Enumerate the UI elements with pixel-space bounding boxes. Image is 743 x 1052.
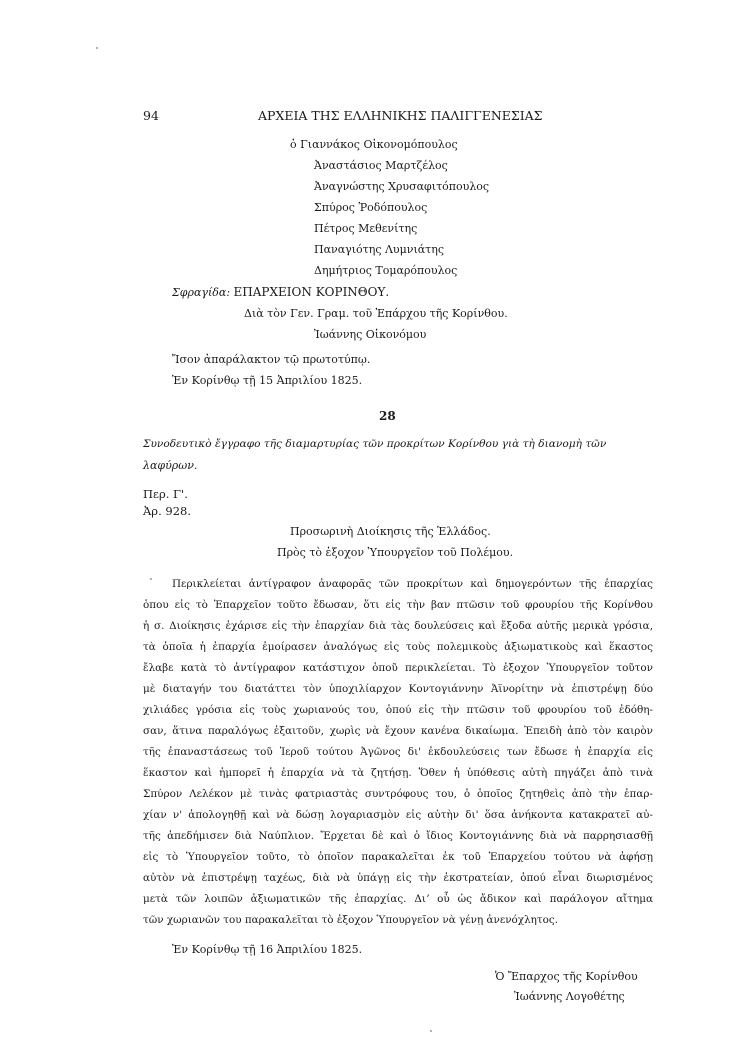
document-title-line1: Συνοδευτικὸ ἔγγραφο τῆς διαμαρτυρίας τῶν προκρίτων Κορίνθου γιὰ τὴ διανομὴ τῶν bbox=[143, 438, 607, 450]
scan-speck bbox=[430, 1030, 432, 1032]
closing-signature-title: Ὁ Ἔπαρχος τῆς Κορίνθου bbox=[495, 970, 638, 983]
body-line-5: μὲ διαταγήν του διατάττει τὸν ὑποχιλίαρχον Κοντογιάννην Ἀϊνορίτην νὰ ἐπιστρέψῃ δύο bbox=[143, 683, 653, 695]
addressee-line1: Προσωρινὴ Διοίκησις τῆς Ἑλλάδος. bbox=[290, 525, 491, 538]
signatory-1: Ἀναστάσιος Μαρτζέλος bbox=[314, 159, 448, 172]
body-line-6: χιλιάδες γρόσια εἰς τοὺς χωριανούς του, ὁπού εἰς τὴν πτῶσιν τοῦ φρουρίου τοῦ ἐδόθη- bbox=[143, 704, 653, 716]
certification-line2: Ἐν Κορίνθῳ τῇ 15 Ἀπριλίου 1825. bbox=[172, 374, 363, 387]
certification-line1: Ἴσον ἀπαράλακτον τῷ πρωτοτύπῳ. bbox=[172, 353, 371, 366]
body-line-4: ἔλαβε κατὰ τὸ ἀντίγραφον κατάστιχον ὁποῦ περικλείεται. Τὸ ἐξοχον Ὑπουργεῖον τοῦτον bbox=[143, 662, 653, 674]
body-line-8: τῆς ἐπαναστάσεως τοῦ Ἱεροῦ τούτου Ἀγῶνος δι' ἐκδουλεύσεις των ἔδωσε ἡ ἐπαρχία εἰς bbox=[143, 746, 653, 758]
scan-speck bbox=[150, 578, 152, 580]
addressee-line2: Πρὸς τὸ ἐξοχον Ὑπουργεῖον τοῦ Πολέμου. bbox=[277, 546, 514, 559]
body-line-3: τὰ ὁποῖα ἡ ἐπαρχία ἐμοίρασεν ἀναλόγως εἰς τοὺς πολεμικοὺς ἀξιωματικοὺς καὶ ἕκαστος bbox=[143, 641, 653, 653]
body-line-9: ἕκαστον καὶ ἠμπορεῖ ἡ ἐπαρχία νὰ τὰ ζητήσῃ. Ὅθεν ἡ ὑπόθεσις αὐτὴ πηγάζει ἀπὸ τινὰ bbox=[143, 767, 653, 779]
closing-signature-name: Ἰωάννης Λογοθέτης bbox=[514, 990, 625, 1003]
countersign-line1: Διὰ τὸν Γεν. Γραμ. τοῦ Ἐπάρχου τῆς Κορίνθου. bbox=[244, 307, 508, 320]
body-line-11: χίαν ν' ἀπολογηθῇ καὶ νὰ δώσῃ λογαριασμὸν εἰς αὐτὴν δι' ὅσα ἀνήκοντα κατακρατεῖ αὐ- bbox=[143, 809, 653, 821]
body-line-14: αὐτὸν νὰ ἐπιστρέψῃ ταχέως, διὰ νὰ ὑπάγῃ εἰς τὴν ἐκστρατείαν, ὁπού εἶναι διωρισμένος bbox=[143, 872, 653, 884]
seal-line bbox=[172, 285, 389, 299]
document-number: 28 bbox=[379, 409, 396, 423]
body-line-12: τῆς ἀπεδήμισεν διὰ Ναύπλιον. Ἔρχεται δὲ καὶ ὁ ἴδιος Κοντογιάννης διὰ νὰ παρρησιασθῇ bbox=[143, 830, 653, 842]
body-line-0: Περικλείεται ἀντίγραφον ἀναφορᾶς τῶν προκρίτων καὶ δημογερόντων τῆς ἐπαρχίας bbox=[172, 578, 653, 590]
reference-per: Περ. Γ'. bbox=[143, 487, 188, 501]
countersign-line2: Ἰωάννης Οἰκονόμου bbox=[314, 328, 427, 341]
reference-ar: Ἀρ. 928. bbox=[143, 504, 191, 518]
body-line-2: ἡ σ. Διοίκησις ἐχάρισε εἰς τὴν ἐπαρχίαν διὰ τὰς δουλεύσεις καὶ ἔξοδα αὐτῆς μερικὰ γρόσια, bbox=[143, 620, 653, 632]
body-line-16: τῶν χωριανῶν του παρακαλεῖται τὸ ἐξοχον Ὑπουργεῖον νὰ γένῃ ἀνενόχλητος. bbox=[143, 914, 559, 926]
running-title: ΑΡΧΕΙΑ ΤΗΣ ΕΛΛΗΝΙΚΗΣ ΠΑΛΙΓΓΕΝΕΣΙΑΣ bbox=[258, 108, 543, 123]
signatory-4: Πέτρος Μεθενίτης bbox=[314, 222, 418, 235]
signatory-2: Ἀναγνώστης Χρυσαφιτόπουλος bbox=[314, 180, 490, 193]
document-title-line2: λαφύρων. bbox=[143, 459, 198, 472]
body-line-1: ὁπου εἰς τὸ Ἐπαρχεῖον τοῦτο ἔδωσαν, ὅτι εἰς τὴν βαν πτῶσιν τοῦ φρουρίου τῆς Κορίνθου bbox=[143, 599, 653, 611]
signatory-6: Δημήτριος Τομαρόπουλος bbox=[314, 264, 458, 277]
seal-text: ΕΠΑΡΧΕΙΟΝ ΚΟΡΙΝΘΟΥ. bbox=[233, 285, 390, 299]
body-line-15: μετὰ τῶν λοιπῶν ἀξιωματικῶν τῆς ἐπαρχίας. Διʼ οὗ ὡς ἄδικον καὶ παράλογον αἴτημα bbox=[143, 893, 653, 905]
seal-label: Σφραγίδα: bbox=[172, 286, 231, 299]
page-number: 94 bbox=[143, 108, 159, 123]
signatory-0: ὁ Γιαννάκος Οἰκονομόπουλος bbox=[290, 138, 458, 151]
body-line-7: σαν, ἅτινα παραλόγως ἐξαιτοῦν, χωρὶς νὰ ἔχουν κανένα δικαίωμα. Ἐπειδὴ ἀπὸ τὸν καιρὸν bbox=[143, 725, 653, 737]
body-line-13: εἰς τὸ Ὑπουργεῖον τοῦτο, τὸ ὁποῖον παρακαλεῖται ἐκ τοῦ Ἐπαρχείου τούτου νὰ ἀφήσῃ bbox=[143, 851, 653, 863]
scan-speck bbox=[96, 47, 98, 49]
signatory-5: Παναγιότης Λυμνιάτης bbox=[314, 243, 445, 256]
signatory-3: Σπύρος Ῥοδόπουλος bbox=[314, 201, 428, 214]
body-line-10: Σπύρον Λελέκον μὲ τινὰς φατριαστὰς συντρόφους του, ὁ ὁποῖος ζητηθεὶς ἀπὸ τὴν ἐπαρ- bbox=[143, 788, 653, 800]
closing-date: Ἐν Κορίνθῳ τῇ 16 Ἀπριλίου 1825. bbox=[172, 943, 363, 956]
